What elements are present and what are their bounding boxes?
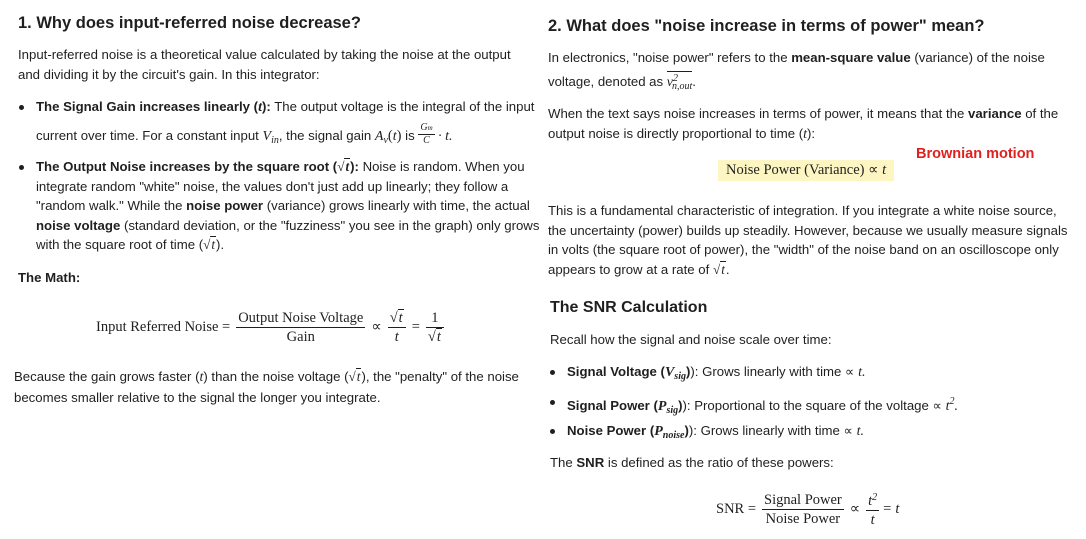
bullet-output-noise-line2: integrate random "white" noise, the values don't just add up linearly; they follow a	[36, 178, 509, 194]
equation-numerator: Output Noise Voltage	[238, 310, 364, 326]
bullet-dot	[19, 105, 24, 110]
equation-lhs: Input Referred Noise =	[96, 319, 231, 335]
equation-denominator: Gain	[286, 329, 315, 345]
section-heading-1: 1. Why does input-referred noise decrease?	[18, 14, 361, 32]
sqrt-t-over-t: $\frac{√t}{t}$	[388, 309, 406, 346]
bullet-output-noise-text: Noise is random. When you	[358, 159, 525, 174]
snr-lhs: SNR =	[716, 500, 757, 517]
bullet-dot	[550, 370, 555, 375]
bullet-signal-gain-title: The Signal Gain increases linearly (t):	[36, 99, 271, 115]
one-over-sqrt-t: $\frac{1}{√t}$	[426, 309, 444, 346]
bullet-output-noise-line3: "random walk." While the noise power (variance) grows linearly with time, the actual	[36, 198, 530, 213]
snr-fraction	[762, 491, 844, 528]
li-signal-power: Signal Power $(P_{sig})$): Proportional to the square of the voltage ∝ $t^2$.	[567, 392, 958, 421]
bullet-signal-gain-text-2: current over time. For a constant input	[36, 127, 263, 143]
intro-paragraph	[18, 45, 528, 84]
bullet-output-noise-title: The Output Noise increases by the square root (√t):	[36, 159, 359, 174]
gain-symbol: $A_v(t)$	[374, 127, 402, 146]
bullet-signal-gain: The Signal Gain increases linearly (t): The output voltage is the integral of the input current over time. For a constant input $V_{in}$, the signal gain $A_v(t)$ is $\frac{Gm}{C}$ · t.	[36, 97, 534, 150]
t2-over-t: $\frac{t^2}{t}$	[866, 489, 879, 529]
bullet-output-noise	[36, 157, 539, 255]
snr-definition: The SNR is defined as the ratio of these powers:	[550, 455, 834, 470]
integration-paragraph: This is a fundamental characteristic of integration. If you integrate a white noise source, the uncertainty (power) builds up steadily. However, because we usually measure signals in volts (the square root of power), the "width" of the noise band on an oscilloscope only appears to grow at a rate of √t.	[548, 203, 1068, 277]
li-signal-voltage: Signal Voltage $(V_{sig})$): Grows linearly with time ∝ t.	[567, 362, 865, 387]
bullet-dot	[550, 429, 555, 434]
li-noise-power: Noise Power $(P_{noise})$): Grows linearly with time ∝ t.	[567, 421, 864, 446]
noise-power-definition: In electronics, "noise power" refers to the mean-square value (variance) of the noise voltage, denoted as $v^2_{n,out}$.	[548, 50, 1045, 92]
outro-paragraph: Because the gain grows faster (t) than the noise voltage (√t), the "penalty" of the noise becomes smaller relative to the signal the longer you integrate.	[14, 369, 519, 405]
vn-out-symbol: $v^2_{n,out}$	[666, 72, 693, 92]
snr-heading: The SNR Calculation	[550, 299, 708, 316]
bullet-dot	[19, 165, 24, 170]
bullet-output-noise-line4: noise voltage (standard deviation, or the "fuzziness" you see in the graph) only grows	[36, 217, 540, 233]
equation-main-fraction	[236, 309, 365, 346]
snr-numerator: Signal Power	[764, 491, 842, 508]
math-label: The Math:	[18, 270, 81, 285]
snr-equation: SNR = $\frac{\text{Signal Power}}{\text{Noise Power}}$ ∝ $\frac{t^2}{t}$ = t	[716, 489, 899, 529]
input-referred-noise-equation: Input Referred Noise = $\frac{\text{Output Noise Voltage}}{\text{Gain}}$ ∝ $\frac{√t}{t}$ = $\frac{1}{√t}$	[96, 309, 444, 346]
snr-denominator: Noise Power	[765, 510, 841, 527]
brownian-motion-annotation: Brownian motion	[916, 146, 1035, 162]
bullet-output-noise-line5: with the square root of time (√t).	[36, 237, 225, 252]
bullet-dot	[550, 400, 555, 405]
bullet-signal-gain-text: The output voltage is the integral of the input	[270, 99, 535, 114]
bullet-signal-gain-text-4: is	[401, 127, 419, 143]
section-heading-2: 2. What does "noise increase in terms of power" mean?	[548, 17, 985, 35]
snr-intro: Recall how the signal and noise scale over time:	[550, 332, 832, 347]
vin-symbol: $V_{in}$	[262, 128, 279, 146]
variance-paragraph: When the text says noise increases in terms of power, it means that the variance of the output noise is directly proportional to time (t):	[548, 106, 1059, 142]
intro-text: Input-referred noise is a theoretical value calculated by taking the noise at the output and dividing it by the circuit's gain. In this integrator:	[18, 47, 511, 82]
gm-over-c: $\frac{Gm}{C}$	[420, 121, 433, 146]
bullet-signal-gain-text-3: , the signal gain	[278, 127, 375, 143]
noise-power-highlight: Noise Power (Variance) ∝ t	[718, 160, 894, 181]
